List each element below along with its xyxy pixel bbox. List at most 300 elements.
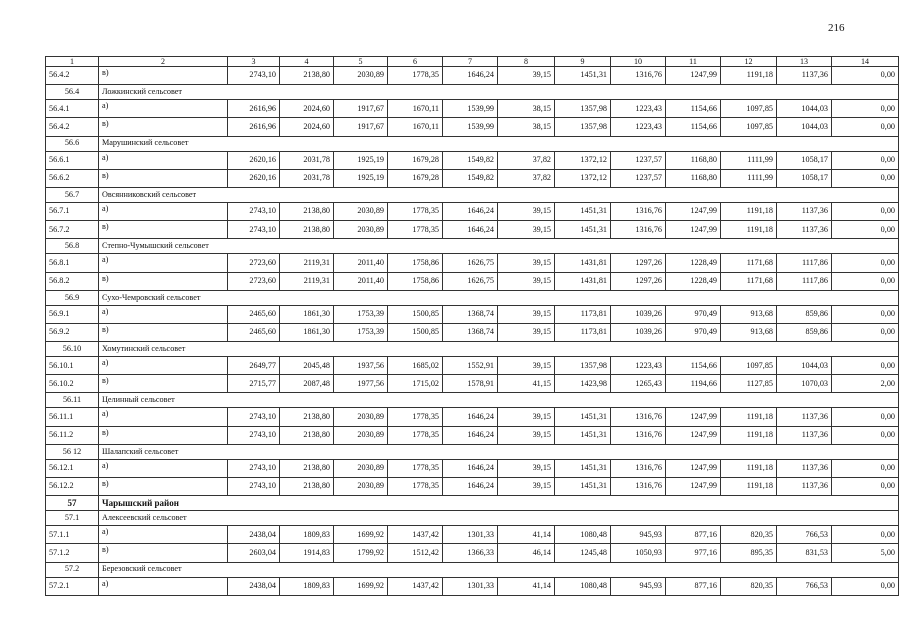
value-cell: 1578,91 <box>443 375 498 393</box>
value-cell: 1171,68 <box>721 254 777 272</box>
row-code: 57.2.1 <box>46 577 99 595</box>
value-cell: 1917,67 <box>334 100 388 118</box>
table-row <box>46 544 899 562</box>
table-row <box>46 100 899 118</box>
column-number: 1 <box>46 57 99 67</box>
column-number: 14 <box>832 57 899 67</box>
value-cell: 1778,35 <box>388 408 443 426</box>
value-cell: 1247,99 <box>666 459 721 477</box>
table-row <box>46 118 899 136</box>
row-code: 56.7.1 <box>46 202 99 220</box>
row-label: в) <box>99 272 228 290</box>
value-cell: 1247,99 <box>666 426 721 444</box>
row-label: а) <box>99 408 228 426</box>
value-cell: 0,00 <box>832 221 899 239</box>
value-cell: 1500,85 <box>388 305 443 323</box>
value-cell: 1861,30 <box>280 305 334 323</box>
value-cell: 1699,92 <box>334 526 388 544</box>
value-cell: 5,00 <box>832 544 899 562</box>
value-cell: 1977,56 <box>334 375 388 393</box>
value-cell: 0,00 <box>832 478 899 496</box>
row-label: в) <box>99 221 228 239</box>
value-cell: 2138,80 <box>280 67 334 85</box>
value-cell: 1778,35 <box>388 67 443 85</box>
value-cell: 1357,98 <box>555 118 611 136</box>
value-cell: 2031,78 <box>280 151 334 169</box>
value-cell: 2723,60 <box>228 254 280 272</box>
value-cell: 2045,48 <box>280 357 334 375</box>
value-cell: 1154,66 <box>666 100 721 118</box>
value-cell: 0,00 <box>832 526 899 544</box>
value-cell: 1437,42 <box>388 577 443 595</box>
section-row <box>46 444 899 459</box>
value-cell: 1715,02 <box>388 375 443 393</box>
value-cell: 1539,99 <box>443 100 498 118</box>
value-cell: 0,00 <box>832 357 899 375</box>
value-cell: 37,82 <box>498 169 555 187</box>
page-number: 216 <box>828 22 845 34</box>
value-cell: 1500,85 <box>388 323 443 341</box>
section-code: 56.11 <box>46 393 99 408</box>
value-cell: 2030,89 <box>334 459 388 477</box>
value-cell: 1171,68 <box>721 272 777 290</box>
value-cell: 1173,81 <box>555 323 611 341</box>
value-cell: 2743,10 <box>228 408 280 426</box>
value-cell: 41,14 <box>498 577 555 595</box>
row-label: а) <box>99 202 228 220</box>
value-cell: 2743,10 <box>228 221 280 239</box>
value-cell: 1646,24 <box>443 478 498 496</box>
value-cell: 1670,11 <box>388 118 443 136</box>
value-cell: 1778,35 <box>388 221 443 239</box>
value-cell: 1044,03 <box>777 357 832 375</box>
value-cell: 1368,74 <box>443 323 498 341</box>
value-cell: 2024,60 <box>280 100 334 118</box>
value-cell: 38,15 <box>498 118 555 136</box>
column-number: 12 <box>721 57 777 67</box>
row-code: 56.9.2 <box>46 323 99 341</box>
section-code: 56.4 <box>46 85 99 100</box>
value-cell: 38,15 <box>498 100 555 118</box>
value-cell: 1191,18 <box>721 478 777 496</box>
column-number: 11 <box>666 57 721 67</box>
section-name: Марушинский сельсовет <box>99 136 899 151</box>
table-row <box>46 254 899 272</box>
value-cell: 46,14 <box>498 544 555 562</box>
row-label: в) <box>99 375 228 393</box>
section-name: Сухо-Чемровский сельсовет <box>99 290 899 305</box>
column-number: 8 <box>498 57 555 67</box>
column-number: 3 <box>228 57 280 67</box>
value-cell: 1191,18 <box>721 221 777 239</box>
value-cell: 1247,99 <box>666 202 721 220</box>
value-cell: 913,68 <box>721 305 777 323</box>
value-cell: 41,14 <box>498 526 555 544</box>
value-cell: 2138,80 <box>280 459 334 477</box>
value-cell: 2438,04 <box>228 526 280 544</box>
value-cell: 1191,18 <box>721 202 777 220</box>
value-cell: 1512,42 <box>388 544 443 562</box>
value-cell: 2723,60 <box>228 272 280 290</box>
value-cell: 1117,86 <box>777 272 832 290</box>
value-cell: 1758,86 <box>388 254 443 272</box>
value-cell: 2087,48 <box>280 375 334 393</box>
value-cell: 2616,96 <box>228 118 280 136</box>
value-cell: 0,00 <box>832 118 899 136</box>
value-cell: 1917,67 <box>334 118 388 136</box>
value-cell: 2138,80 <box>280 202 334 220</box>
value-cell: 1451,31 <box>555 426 611 444</box>
value-cell: 2715,77 <box>228 375 280 393</box>
value-cell: 831,53 <box>777 544 832 562</box>
value-cell: 1137,36 <box>777 408 832 426</box>
table-row <box>46 577 899 595</box>
value-cell: 1357,98 <box>555 357 611 375</box>
value-cell: 1646,24 <box>443 459 498 477</box>
value-cell: 1316,76 <box>611 67 666 85</box>
value-cell: 1168,80 <box>666 169 721 187</box>
value-cell: 0,00 <box>832 67 899 85</box>
value-cell: 1809,83 <box>280 526 334 544</box>
value-cell: 1223,43 <box>611 100 666 118</box>
value-cell: 1117,86 <box>777 254 832 272</box>
value-cell: 1925,19 <box>334 151 388 169</box>
table-row <box>46 426 899 444</box>
value-cell: 1070,03 <box>777 375 832 393</box>
row-label: а) <box>99 151 228 169</box>
value-cell: 39,15 <box>498 323 555 341</box>
section-name: Ложкинский сельсовет <box>99 85 899 100</box>
value-cell: 2743,10 <box>228 459 280 477</box>
value-cell: 1549,82 <box>443 169 498 187</box>
district-row <box>46 496 899 511</box>
value-cell: 2119,31 <box>280 272 334 290</box>
table-row <box>46 169 899 187</box>
section-row <box>46 187 899 202</box>
value-cell: 945,93 <box>611 526 666 544</box>
column-number: 13 <box>777 57 832 67</box>
value-cell: 1451,31 <box>555 202 611 220</box>
row-label: а) <box>99 577 228 595</box>
value-cell: 1778,35 <box>388 459 443 477</box>
column-number: 5 <box>334 57 388 67</box>
value-cell: 1646,24 <box>443 67 498 85</box>
value-cell: 41,15 <box>498 375 555 393</box>
section-code: 56.7 <box>46 187 99 202</box>
row-label: а) <box>99 459 228 477</box>
value-cell: 1194,66 <box>666 375 721 393</box>
row-label: в) <box>99 169 228 187</box>
value-cell: 1451,31 <box>555 459 611 477</box>
value-cell: 1039,26 <box>611 323 666 341</box>
value-cell: 2030,89 <box>334 478 388 496</box>
value-cell: 39,15 <box>498 254 555 272</box>
section-row <box>46 562 899 577</box>
value-cell: 820,35 <box>721 577 777 595</box>
row-code: 56.10.2 <box>46 375 99 393</box>
table-row <box>46 323 899 341</box>
value-cell: 945,93 <box>611 577 666 595</box>
value-cell: 1228,49 <box>666 254 721 272</box>
row-code: 57.1.2 <box>46 544 99 562</box>
value-cell: 2138,80 <box>280 221 334 239</box>
section-row <box>46 85 899 100</box>
value-cell: 1372,12 <box>555 151 611 169</box>
section-row <box>46 393 899 408</box>
value-cell: 0,00 <box>832 305 899 323</box>
row-code: 56.11.2 <box>46 426 99 444</box>
table-row <box>46 67 899 85</box>
value-cell: 39,15 <box>498 426 555 444</box>
value-cell: 820,35 <box>721 526 777 544</box>
value-cell: 1368,74 <box>443 305 498 323</box>
value-cell: 1127,85 <box>721 375 777 393</box>
value-cell: 0,00 <box>832 426 899 444</box>
value-cell: 1316,76 <box>611 478 666 496</box>
row-code: 57.1.1 <box>46 526 99 544</box>
value-cell: 1685,02 <box>388 357 443 375</box>
value-cell: 1191,18 <box>721 459 777 477</box>
value-cell: 0,00 <box>832 577 899 595</box>
value-cell: 2138,80 <box>280 408 334 426</box>
value-cell: 1925,19 <box>334 169 388 187</box>
value-cell: 1223,43 <box>611 357 666 375</box>
row-label: в) <box>99 323 228 341</box>
value-cell: 1753,39 <box>334 305 388 323</box>
value-cell: 39,15 <box>498 459 555 477</box>
row-label: а) <box>99 100 228 118</box>
value-cell: 1044,03 <box>777 118 832 136</box>
value-cell: 1809,83 <box>280 577 334 595</box>
table-row <box>46 151 899 169</box>
value-cell: 2011,40 <box>334 254 388 272</box>
value-cell: 2030,89 <box>334 426 388 444</box>
value-cell: 2024,60 <box>280 118 334 136</box>
value-cell: 1137,36 <box>777 221 832 239</box>
value-cell: 1137,36 <box>777 67 832 85</box>
value-cell: 2,00 <box>832 375 899 393</box>
value-cell: 2030,89 <box>334 67 388 85</box>
value-cell: 1626,75 <box>443 254 498 272</box>
row-code: 56.9.1 <box>46 305 99 323</box>
value-cell: 1753,39 <box>334 323 388 341</box>
value-cell: 1679,28 <box>388 151 443 169</box>
column-number: 2 <box>99 57 228 67</box>
value-cell: 1316,76 <box>611 459 666 477</box>
value-cell: 1137,36 <box>777 202 832 220</box>
value-cell: 2030,89 <box>334 202 388 220</box>
column-number: 4 <box>280 57 334 67</box>
section-code: 56.6 <box>46 136 99 151</box>
value-cell: 1111,99 <box>721 169 777 187</box>
value-cell: 39,15 <box>498 202 555 220</box>
value-cell: 0,00 <box>832 272 899 290</box>
value-cell: 39,15 <box>498 408 555 426</box>
row-code: 56.6.1 <box>46 151 99 169</box>
value-cell: 1247,99 <box>666 478 721 496</box>
value-cell: 1154,66 <box>666 118 721 136</box>
section-name: Степно-Чумышский сельсовет <box>99 239 899 254</box>
row-code: 56.7.2 <box>46 221 99 239</box>
value-cell: 0,00 <box>832 254 899 272</box>
value-cell: 1097,85 <box>721 100 777 118</box>
section-name: Хомутинский сельсовет <box>99 342 899 357</box>
value-cell: 1245,48 <box>555 544 611 562</box>
value-cell: 1191,18 <box>721 426 777 444</box>
table-row <box>46 408 899 426</box>
value-cell: 970,49 <box>666 305 721 323</box>
section-name: Алексеевский сельсовет <box>99 511 899 526</box>
section-row <box>46 239 899 254</box>
value-cell: 2030,89 <box>334 221 388 239</box>
value-cell: 1646,24 <box>443 221 498 239</box>
value-cell: 37,82 <box>498 151 555 169</box>
value-cell: 1758,86 <box>388 272 443 290</box>
value-cell: 1451,31 <box>555 478 611 496</box>
value-cell: 1301,33 <box>443 526 498 544</box>
value-cell: 0,00 <box>832 202 899 220</box>
value-cell: 2743,10 <box>228 67 280 85</box>
value-cell: 1228,49 <box>666 272 721 290</box>
value-cell: 1044,03 <box>777 100 832 118</box>
value-cell: 1431,81 <box>555 272 611 290</box>
section-name: Чарышский район <box>99 496 899 511</box>
value-cell: 1372,12 <box>555 169 611 187</box>
value-cell: 1097,85 <box>721 118 777 136</box>
row-label: а) <box>99 254 228 272</box>
table-row <box>46 272 899 290</box>
row-label: а) <box>99 526 228 544</box>
value-cell: 0,00 <box>832 459 899 477</box>
value-cell: 1247,99 <box>666 221 721 239</box>
section-row <box>46 511 899 526</box>
value-cell: 2465,60 <box>228 323 280 341</box>
value-cell: 1778,35 <box>388 202 443 220</box>
value-cell: 1451,31 <box>555 67 611 85</box>
column-number: 9 <box>555 57 611 67</box>
value-cell: 2011,40 <box>334 272 388 290</box>
section-row <box>46 342 899 357</box>
value-cell: 1316,76 <box>611 202 666 220</box>
table-row <box>46 526 899 544</box>
value-cell: 1626,75 <box>443 272 498 290</box>
value-cell: 859,86 <box>777 305 832 323</box>
value-cell: 39,15 <box>498 67 555 85</box>
value-cell: 859,86 <box>777 323 832 341</box>
row-code: 56.4.1 <box>46 100 99 118</box>
value-cell: 2743,10 <box>228 478 280 496</box>
value-cell: 1191,18 <box>721 67 777 85</box>
value-cell: 2743,10 <box>228 426 280 444</box>
table-row <box>46 305 899 323</box>
table-row <box>46 357 899 375</box>
column-number: 10 <box>611 57 666 67</box>
column-number-row <box>46 57 899 67</box>
row-label: в) <box>99 544 228 562</box>
value-cell: 1223,43 <box>611 118 666 136</box>
value-cell: 1039,26 <box>611 305 666 323</box>
value-cell: 0,00 <box>832 100 899 118</box>
value-cell: 39,15 <box>498 272 555 290</box>
value-cell: 39,15 <box>498 478 555 496</box>
value-cell: 39,15 <box>498 305 555 323</box>
row-code: 56.11.1 <box>46 408 99 426</box>
value-cell: 877,16 <box>666 526 721 544</box>
row-code: 56.4.2 <box>46 67 99 85</box>
value-cell: 766,53 <box>777 577 832 595</box>
value-cell: 1137,36 <box>777 478 832 496</box>
value-cell: 2743,10 <box>228 202 280 220</box>
value-cell: 1111,99 <box>721 151 777 169</box>
value-cell: 1237,57 <box>611 151 666 169</box>
row-code: 56.12.1 <box>46 459 99 477</box>
value-cell: 1316,76 <box>611 221 666 239</box>
row-label: в) <box>99 478 228 496</box>
value-cell: 1297,26 <box>611 272 666 290</box>
value-cell: 1080,48 <box>555 577 611 595</box>
section-name: Целинный сельсовет <box>99 393 899 408</box>
value-cell: 1646,24 <box>443 426 498 444</box>
value-cell: 877,16 <box>666 577 721 595</box>
value-cell: 2138,80 <box>280 478 334 496</box>
value-cell: 1549,82 <box>443 151 498 169</box>
section-code: 57.1 <box>46 511 99 526</box>
value-cell: 0,00 <box>832 323 899 341</box>
column-number: 7 <box>443 57 498 67</box>
row-code: 56.12.2 <box>46 478 99 496</box>
value-cell: 2119,31 <box>280 254 334 272</box>
value-cell: 1357,98 <box>555 100 611 118</box>
table-row <box>46 202 899 220</box>
tariff-table <box>45 56 899 596</box>
row-label: а) <box>99 357 228 375</box>
table-row <box>46 221 899 239</box>
value-cell: 1699,92 <box>334 577 388 595</box>
value-cell: 1316,76 <box>611 408 666 426</box>
value-cell: 1301,33 <box>443 577 498 595</box>
table-row <box>46 478 899 496</box>
column-number: 6 <box>388 57 443 67</box>
value-cell: 1097,85 <box>721 357 777 375</box>
value-cell: 2465,60 <box>228 305 280 323</box>
row-label: в) <box>99 118 228 136</box>
value-cell: 1058,17 <box>777 169 832 187</box>
value-cell: 1297,26 <box>611 254 666 272</box>
section-code: 56.8 <box>46 239 99 254</box>
value-cell: 1316,76 <box>611 426 666 444</box>
section-row <box>46 136 899 151</box>
section-code: 57 <box>46 496 99 511</box>
value-cell: 39,15 <box>498 357 555 375</box>
value-cell: 1451,31 <box>555 221 611 239</box>
value-cell: 1646,24 <box>443 202 498 220</box>
value-cell: 2438,04 <box>228 577 280 595</box>
section-name: Шалапский сельсовет <box>99 444 899 459</box>
value-cell: 1799,92 <box>334 544 388 562</box>
value-cell: 1173,81 <box>555 305 611 323</box>
value-cell: 1552,91 <box>443 357 498 375</box>
value-cell: 1679,28 <box>388 169 443 187</box>
section-row <box>46 290 899 305</box>
value-cell: 2620,16 <box>228 169 280 187</box>
value-cell: 1168,80 <box>666 151 721 169</box>
value-cell: 1137,36 <box>777 459 832 477</box>
value-cell: 2620,16 <box>228 151 280 169</box>
row-code: 56.10.1 <box>46 357 99 375</box>
value-cell: 1937,56 <box>334 357 388 375</box>
section-name: Овсянниковский сельсовет <box>99 187 899 202</box>
value-cell: 1646,24 <box>443 408 498 426</box>
